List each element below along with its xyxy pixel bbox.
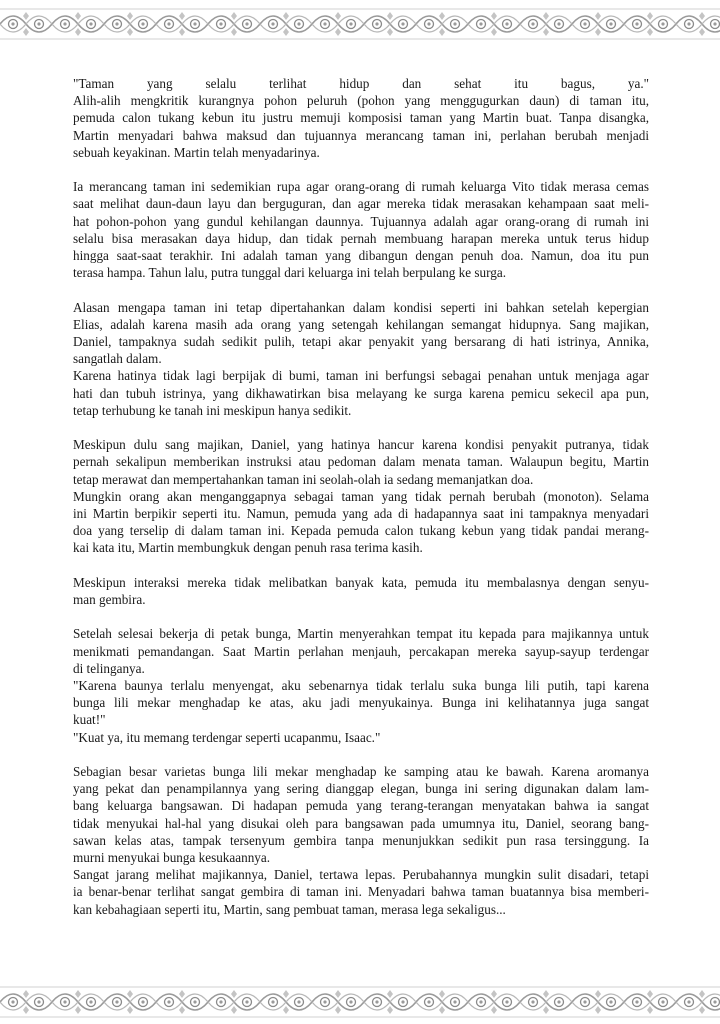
ornament-pattern-icon: [0, 982, 720, 1022]
text-line: kai kata itu, Martin membungkuk dengan penuh rasa terima kasih.: [73, 540, 423, 556]
text-line: sangatlah dalam.: [73, 351, 162, 367]
text-line: "Karena baunya terlalu menyengat, aku sebenarnya tidak terlalu suka bunga lili putih, tapi karena: [73, 678, 649, 694]
text-line: yang pekat dan penampilannya yang sering dianggap elegan, bunga ini sering digunakan dalam lam-: [73, 781, 649, 797]
paragraph-6: [73, 625, 649, 745]
text-line: ia benar-benar terlihat sangat gembira di taman ini. Menyadari bahwa taman buatannya bisa memberi-: [73, 884, 649, 900]
text-line: selalu bisa merasakan daya hidup, dan tidak pernah membuang harapan mereka untuk terus hidup: [73, 230, 649, 246]
text-line: murni menyukai bunga kesukaannya.: [73, 850, 271, 866]
text-line: Alih-alih mengkritik kurangnya pohon peluruh (pohon yang menggugurkan daun) di taman itu,: [73, 93, 649, 109]
text-line: Meskipun interaksi mereka tidak melibatkan banyak kata, pemuda itu membalasnya dengan senyu-: [73, 574, 649, 590]
text-line: man gembira.: [73, 592, 146, 608]
text-line: Sangat jarang melihat majikannya, Daniel, tertawa lepas. Perubahannya mungkin sulit disadari, tetapi: [73, 867, 649, 883]
top-ornamental-border: [0, 4, 720, 44]
text-line: Setelah selesai bekerja di petak bunga, Martin menyerahkan tempat itu kepada para majikannya untuk: [73, 626, 649, 642]
paragraph-7: [73, 763, 649, 918]
text-line: Martin menyadari bahwa maksud dan tujuannya merancang taman ini, perlahan berubah menjadi: [73, 127, 649, 143]
text-line: sebuah keyakinan. Martin telah menyadarinya.: [73, 144, 320, 160]
text-line: saat melihat daun-daun layu dan berguguran, dan agar mereka tidak merasakan kehampaan saat meli-: [73, 196, 649, 212]
text-line: menikmati pemandangan. Saat Martin perlahan menjauh, percakapan mereka sayup-sayup terdengar: [73, 643, 649, 659]
text-line: Karena hatinya tidak lagi berpijak di bumi, taman ini berfungsi sebagai penahan untuk menjaga agar: [73, 368, 649, 384]
text-line: bang keluarga bangsawan. Di hadapan pemuda yang terang-terangan menyatakan bahwa ia sangat: [73, 798, 649, 814]
text-line: kuat!": [73, 712, 106, 728]
paragraph-2: [73, 178, 649, 281]
text-line: tetap terhubung ke tanah ini meskipun hanya sedikit.: [73, 402, 352, 418]
text-line: pemuda calon tukang kebun itu justru memuji komposisi taman yang Martin buat. Tanpa disangka,: [73, 110, 649, 126]
text-line: hati dan tubuh istrinya, yang dikhawatirkan bisa melayang ke surga karena pemicu sekecil apa pun,: [73, 385, 649, 401]
text-line: Daniel, tampaknya sudah sedikit pulih, tetapi akar penyakit yang bersarang di hati istrinya, Annika,: [73, 334, 649, 350]
paragraph-3: [73, 299, 649, 419]
text-line: Elias, adalah karena masih ada orang yang setengah kehilangan semangat hidupnya. Sang majikan,: [73, 316, 649, 332]
text-line: Sebagian besar varietas bunga lili mekar menghadap ke samping atau ke bawah. Karena aromanya: [73, 764, 649, 780]
text-line: pernah sekalipun memberikan instruksi atau pedoman dalam menata taman. Walaupun begitu, Martin: [73, 454, 649, 470]
text-line: tidak menyukai hal-hal yang disukai oleh para bangsawan pada umumnya itu, Daniel, seorang bang-: [73, 815, 649, 831]
text-line: Ia merancang taman ini sedemikian rupa agar orang-orang di rumah keluarga Vito tidak merasa cemas: [73, 179, 649, 195]
paragraph-5: [73, 574, 649, 608]
paragraph-1: [73, 75, 649, 161]
text-line: sawan kelas atas, tampak tersenyum gembira tanpa menunjukkan sedikit pun rasa tersinggung. Ia: [73, 832, 649, 848]
text-line: "Taman yang selalu terlihat hidup dan sehat itu bagus, ya.": [73, 76, 649, 91]
text-line: Alasan mengapa taman ini tetap dipertahankan dalam kondisi seperti ini bahkan setelah kepergian: [73, 299, 649, 315]
paragraph-4: [73, 436, 649, 556]
document-body: [73, 75, 649, 935]
text-line: "Kuat ya, itu memang terdengar seperti ucapanmu, Isaac.": [73, 729, 381, 745]
bottom-ornamental-border: [0, 982, 720, 1022]
text-line: Mungkin orang akan menganggapnya sebagai taman yang tidak pernah berubah (monoton). Selama: [73, 488, 649, 504]
text-line: terasa hampa. Tahun lalu, putra tunggal dari keluarga ini telah berpulang ke surga.: [73, 265, 507, 281]
text-line: hingga saat-saat terakhir. Ini adalah taman yang dibangun dengan penuh doa. Namun, doa itu pun: [73, 248, 649, 264]
ornament-pattern-icon: [0, 4, 720, 44]
text-line: Meskipun dulu sang majikan, Daniel, yang hatinya hancur karena kondisi penyakit putranya, tidak: [73, 437, 649, 453]
text-line: doa yang terselip di dalam taman ini. Kepada pemuda calon tukang kebun yang tidak pandai merang-: [73, 523, 649, 539]
text-line: tetap merawat dan mempertahankan taman ini seolah-olah ia sedang memanjatkan doa.: [73, 471, 534, 487]
text-line: ini Martin berpikir seperti itu. Namun, pemuda yang ada di hadapannya saat ini tampaknya menyadari: [73, 506, 649, 522]
text-line: di telinganya.: [73, 660, 145, 676]
text-line: hat pohon-pohon yang gundul kehilangan daunnya. Tujuannya adalah agar orang-orang di rumah ini: [73, 213, 649, 229]
text-line: bunga lili mekar menghadap ke atas, aku jadi menyukainya. Bunga ini kelihatannya juga sangat: [73, 695, 649, 711]
text-line: kan kebahagiaan seperti itu, Martin, sang pembuat taman, merasa lega sekaligus...: [73, 901, 506, 917]
